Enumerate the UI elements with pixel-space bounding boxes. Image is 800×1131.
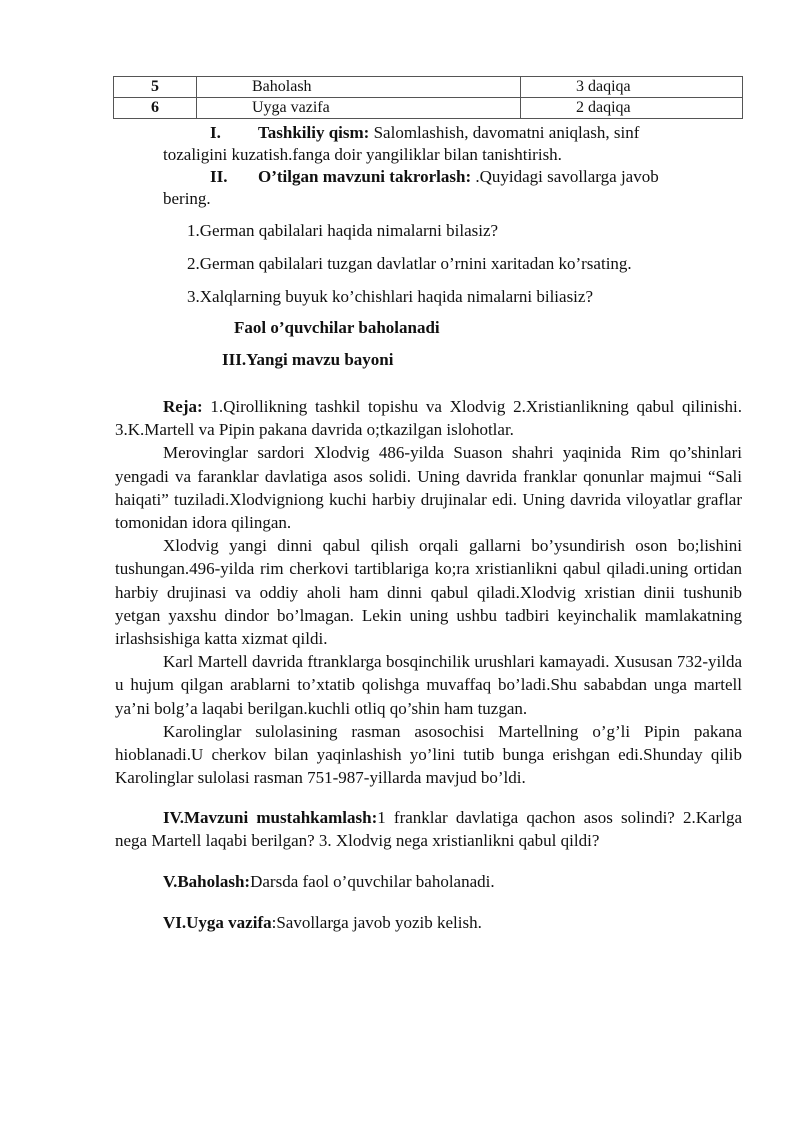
section-4 <box>115 806 742 852</box>
plan-label: Reja: <box>163 397 203 416</box>
row-number: 6 <box>114 98 197 119</box>
stage-name: Uyga vazifa <box>197 98 521 119</box>
assessment-note: Faol o’quvchilar baholanadi <box>234 318 440 337</box>
stage-duration: 3 daqiqa <box>521 77 743 98</box>
section-text: Salomlashish, davomatni aniqlash, sinf <box>369 123 640 142</box>
table-row <box>114 77 743 98</box>
question-item: 1.German qabilalari haqida nimalarni bilasiz? <box>187 221 499 240</box>
section-2-continuation: bering. <box>163 189 211 208</box>
plan-paragraph <box>115 395 742 441</box>
section-title: VI.Uyga vazifa <box>163 913 272 932</box>
section-5 <box>163 871 495 893</box>
section-title: IV.Mavzuni mustahkamlash: <box>163 808 378 827</box>
table-row <box>114 98 743 119</box>
section-title: O’tilgan mavzuni takrorlash: <box>258 167 472 186</box>
question-item: 2.German qabilalari tuzgan davlatlar o’rnini xaritadan ko’rsating. <box>187 254 632 273</box>
roman-numeral: I. <box>210 123 221 142</box>
row-number: 5 <box>114 77 197 98</box>
section-1-continuation: tozaligini kuzatish.fanga doir yangiliklar bilan tanishtirish. <box>163 145 562 164</box>
stage-name: Baholash <box>197 77 521 98</box>
section-title: V.Baholash: <box>163 872 251 891</box>
body-paragraph: Karl Martell davrida ftranklarga bosqinchilik urushlari kamayadi. Xususan 732-yilda u hujum qilgan arablarni to’xtatib qolishga muvaffaq bo’ladi.Shu sababdan unga martell ya’ni bolg’a laqabi berilgan.kuchli otliq qo’shin ham tuzgan. <box>115 652 742 718</box>
section-2-heading <box>210 166 659 188</box>
body-paragraph: Karolinglar sulolasining rasman asosochisi Martellning o’g’li Pipin pakana hioblanadi.U cherkov bilan yaqinlashish yo’lini tutib bunga erishgan edi.Shunday qilib Karolinglar sulolasi rasman 751-987-yillarda mavjud bo’ldi. <box>115 721 742 788</box>
stage-duration: 2 daqiqa <box>521 98 743 119</box>
section-6 <box>163 912 482 934</box>
body-paragraph: Merovinglar sardori Xlodvig 486-yilda Suason shahri yaqinida Rim qo’shinlari yengadi va faranklar davlatiga asos solidi. Uning davrida franklar qonunlar majmui “Sali haiqati” tuziladi.Xlodvigniong kuchi harbiy drujinalar edi. Uning davrida viloyatlar graflar tomonidan idora qilingan. <box>115 443 742 533</box>
section-text: Darsda faol o’quvchilar baholanadi. <box>250 872 495 891</box>
section-1-heading <box>210 122 639 144</box>
section-title: Tashkiliy qism: <box>258 123 370 142</box>
lesson-plan-table <box>113 76 743 119</box>
question-item: 3.Xalqlarning buyuk ko’chishlari haqida nimalarni biliasiz? <box>187 287 593 306</box>
plan-text: 1.Qirollikning tashkil topishu va Xlodvig 2.Xristianlikning qabul qilinishi. 3.K.Martell va Pipin pakana davrida o;tkazilgan islohotlar. <box>115 397 742 440</box>
section-text: .Quyidagi savollarga javob <box>471 167 659 186</box>
section-text: 1 franklar davlatiga qachon asos solindi? 2.Karlga nega Martell laqabi berilgan? 3. Xlodvig nega xristianlikni qabul qildi? <box>115 808 742 851</box>
reinforcement-paragraph <box>115 806 742 852</box>
section-3-heading: III.Yangi mavzu bayoni <box>222 350 394 369</box>
roman-numeral: II. <box>210 167 228 186</box>
main-text <box>115 395 742 789</box>
body-paragraph: Xlodvig yangi dinni qabul qilish orqali gallarni bo’ysundirish oson bo;lishini tushungan.496-yilda rim cherkovi tartiblariga ko;ra xristianlikni qabul qiladi.uning ortidan harbiy drujinasi va oddiy aholi ham dinni qabul qiladi.Xlodvig xristian dinii tushunib yetgan yaxshu dindor bo’lmagan. Lekin uning ushbu tadbiri keyinchalik mamlakatning irlashsishiga katta xizmat qildi. <box>115 536 742 649</box>
section-text: :Savollarga javob yozib kelish. <box>271 913 482 932</box>
